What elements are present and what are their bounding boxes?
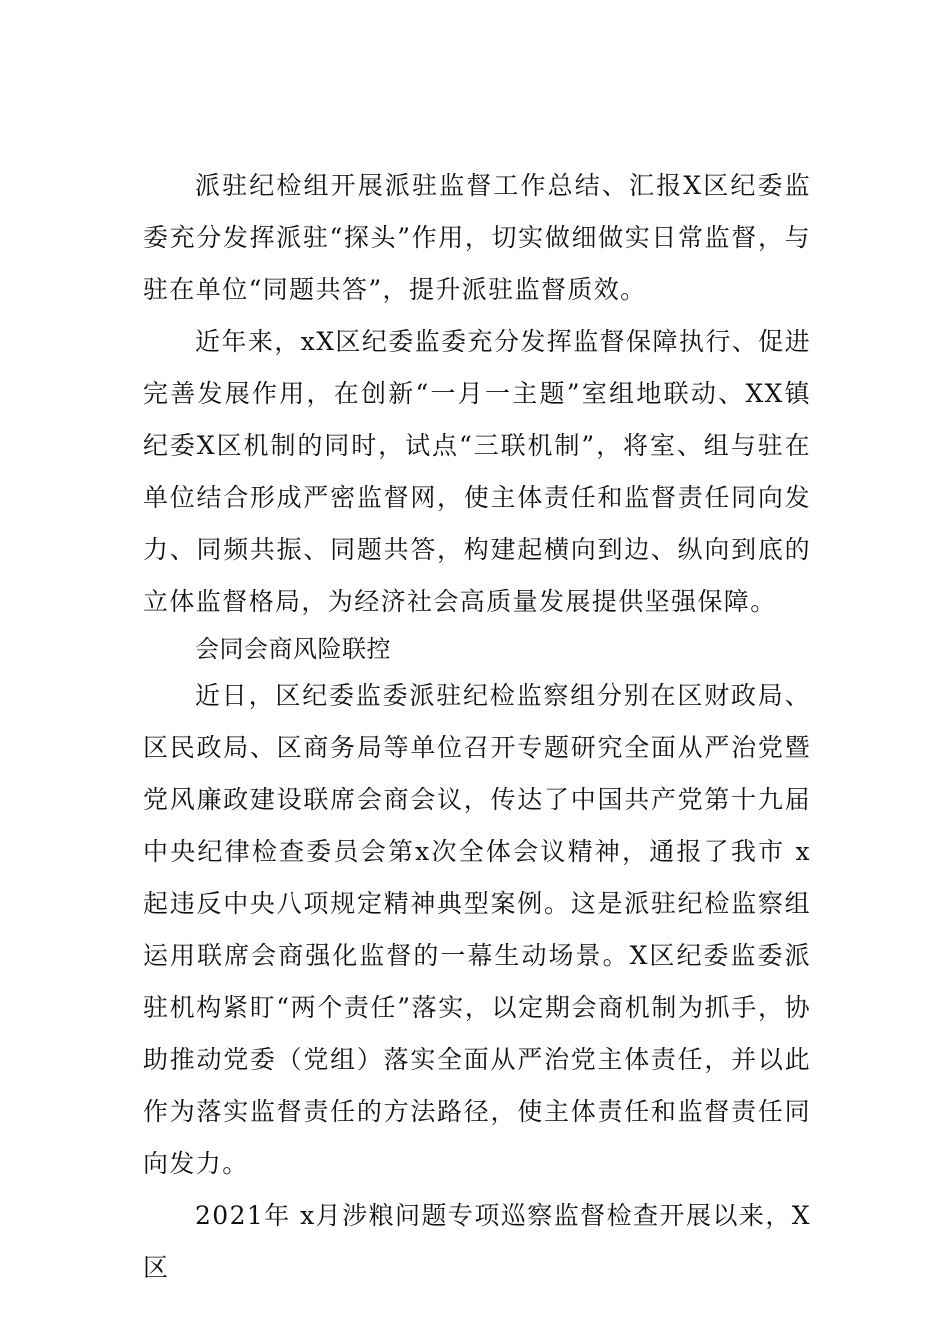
paragraph-3: 近日，区纪委监委派驻纪检监察组分别在区财政局、区民政局、区商务局等单位召开专题研究全面从严治党暨党风廉政建设联席会商会议，传达了中国共产党第十九届中央纪律检查委员会第x次全体会议精神，通报了我市 x起违反中央八项规定精神典型案例。这是派驻纪检监察组运用联席会商强化监督的一幕生动场景。X区纪委监委派驻机构紧盯“两个责任”落实，以定期会商机制为抓手，协助推动党委（党组）落实全面从严治党主体责任，并以此作为落实监督责任的方法路径，使主体责任和监督责任同向发力。 [143, 681, 811, 1178]
section-heading: 会同会商风险联控 [195, 635, 391, 663]
paragraph-1: 派驻纪检组开展派驻监督工作总结、汇报X区纪委监委充分发挥派驻“探头”作用，切实做细做实日常监督，与驻在单位“同题共答”，提升派驻监督质效。 [143, 171, 811, 304]
document-body [143, 160, 811, 1294]
paragraph-4: 2021年 x月涉粮问题专项巡察监督检查开展以来，X区 [143, 1201, 811, 1282]
paragraph-2: 近年来，xX区纪委监委充分发挥监督保障执行、促进完善发展作用，在创新“一月一主题”室组地联动、XX镇纪委X区机制的同时，试点“三联机制”，将室、组与驻在单位结合形成严密监督网，使主体责任和监督责任同向发力、同频共振、同题共答，构建起横向到边、纵向到底的立体监督格局，为经济社会高质量发展提供坚强保障。 [143, 327, 811, 616]
